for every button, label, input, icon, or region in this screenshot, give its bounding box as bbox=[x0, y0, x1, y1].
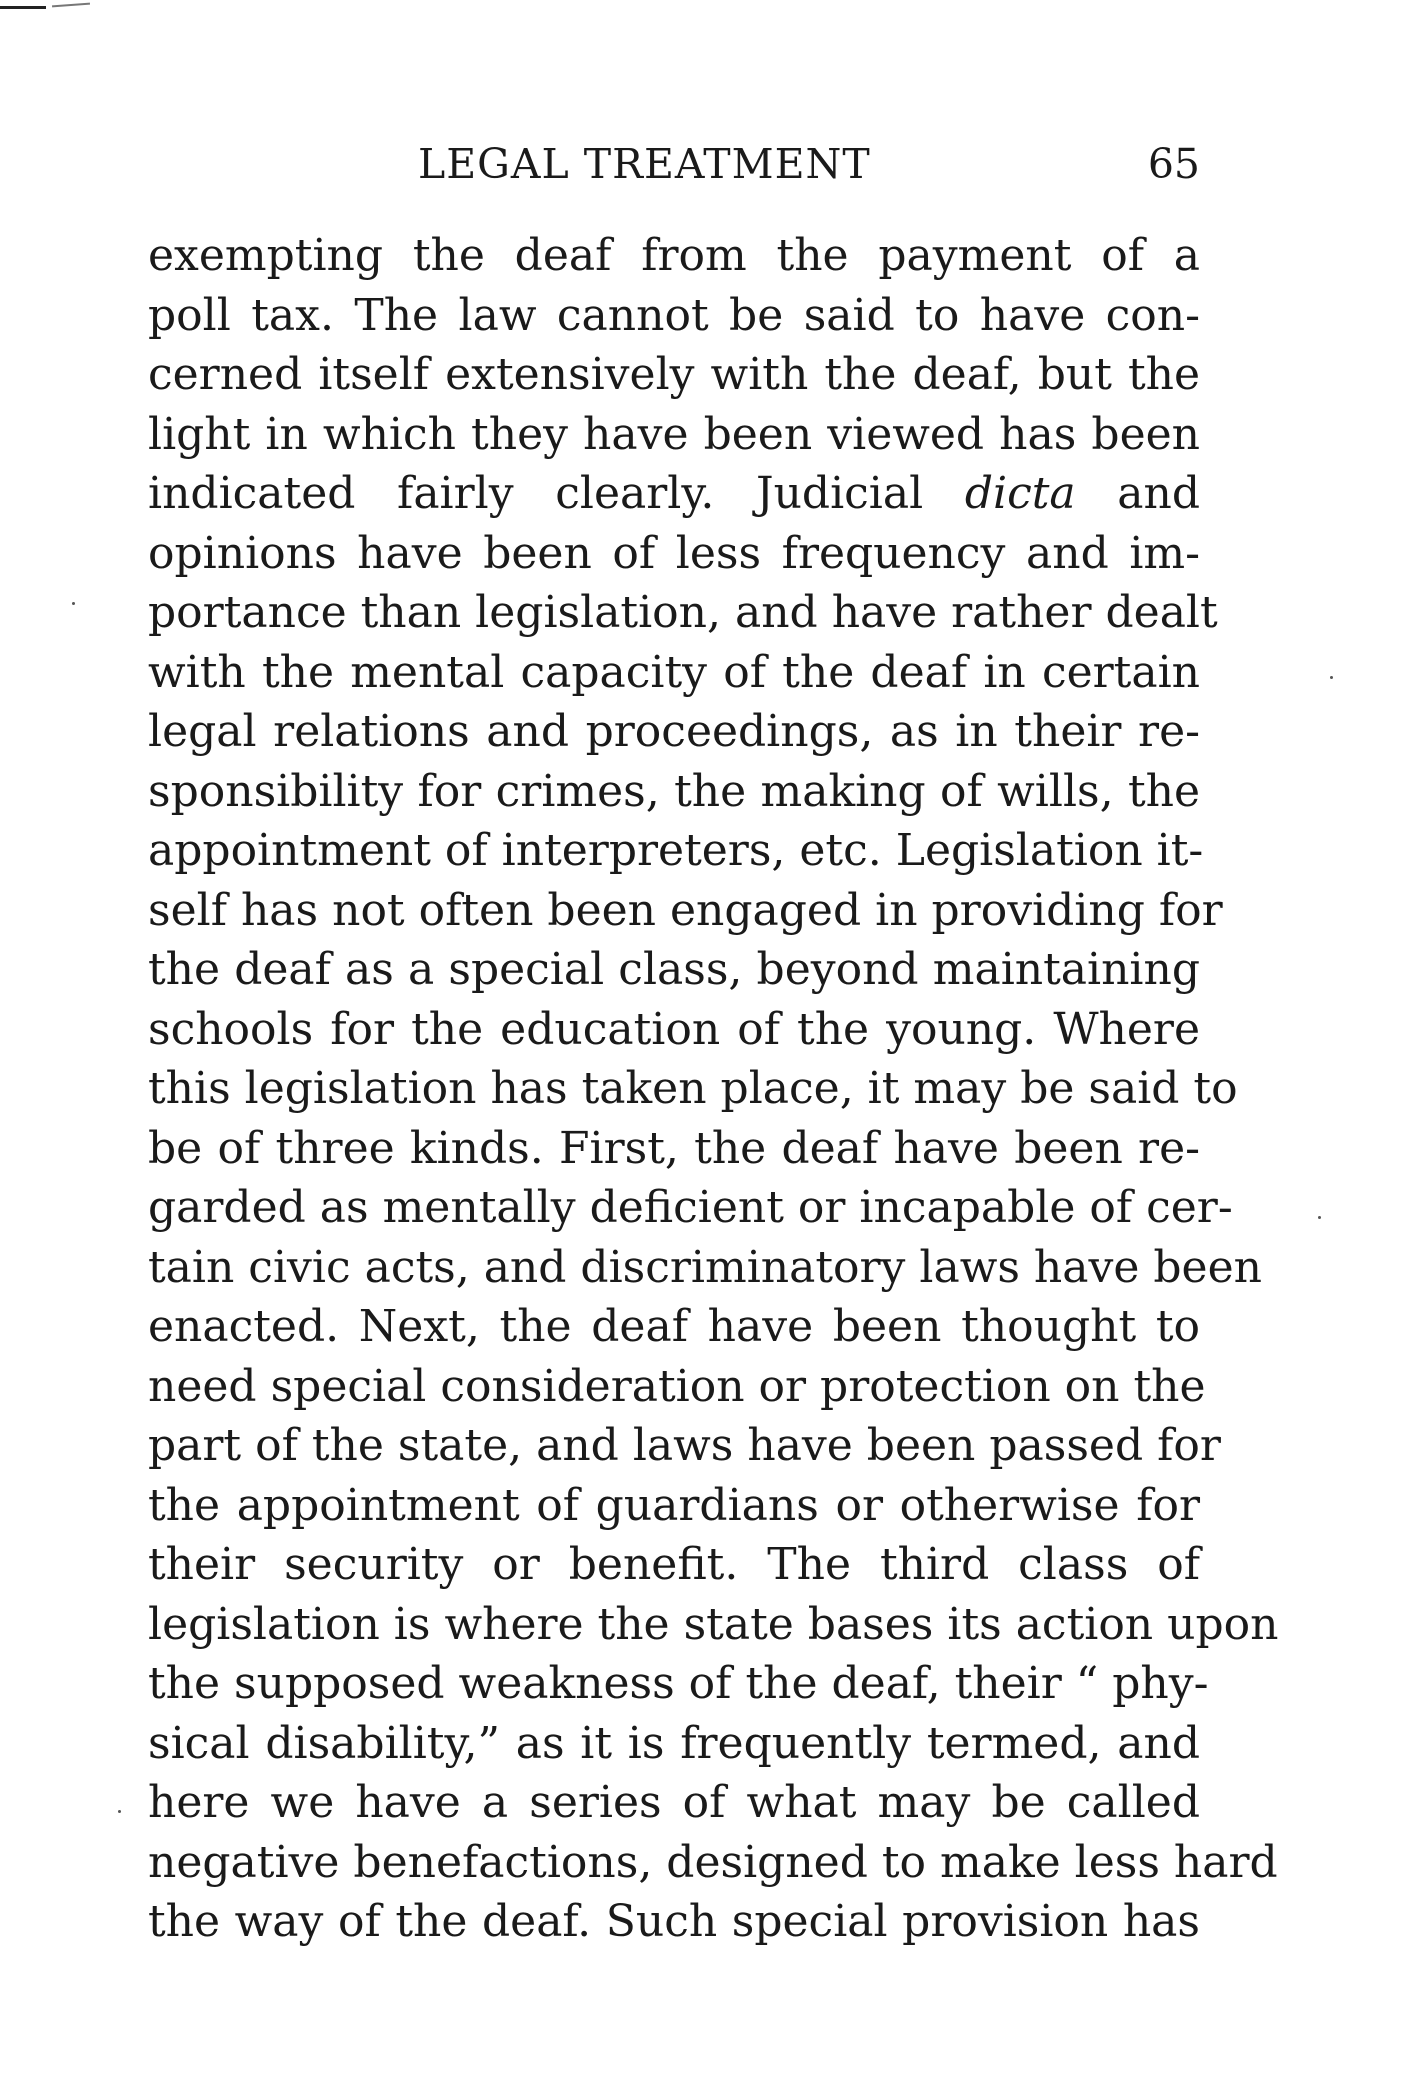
text-line: be of three kinds. First, the deaf have been re- bbox=[148, 1122, 1200, 1174]
body-text bbox=[148, 226, 1279, 2010]
text-line: enacted. Next, the deaf have been thought to bbox=[148, 1301, 1200, 1352]
text-line: self has not often been engaged in providing for bbox=[148, 884, 1223, 936]
text-line: light in which they have been viewed has been bbox=[148, 408, 1200, 460]
text-line: cerned itself extensively with the deaf, but the bbox=[148, 349, 1200, 400]
text-line: schools for the education of the young. Where bbox=[148, 1003, 1200, 1055]
text-line: part of the state, and laws have been passed for bbox=[148, 1420, 1221, 1471]
text-line: the way of the deaf. Such special provision has bbox=[148, 1896, 1200, 1947]
text-line: portance than legislation, and have rather dealt bbox=[148, 587, 1218, 638]
text-line: with the mental capacity of the deaf in certain bbox=[148, 646, 1200, 698]
text-line: tain civic acts, and discriminatory laws have been bbox=[148, 1241, 1262, 1293]
running-head bbox=[148, 140, 1200, 190]
scan-speck bbox=[118, 1810, 121, 1813]
scan-speck bbox=[72, 602, 75, 605]
text-line: opinions have been of less frequency and im- bbox=[148, 527, 1200, 579]
scan-artifact-mark bbox=[0, 6, 46, 9]
text-segment: and bbox=[1075, 468, 1200, 519]
text-line: garded as mentally deficient or incapable of cer- bbox=[148, 1182, 1233, 1233]
scan-artifact-mark-tail bbox=[52, 3, 90, 8]
text-line: poll tax. The law cannot be said to have con- bbox=[148, 289, 1200, 341]
text-line: negative benefactions, designed to make less hard bbox=[148, 1836, 1278, 1888]
text-line: sical disability,” as it is frequently termed, and bbox=[148, 1717, 1200, 1769]
text-line: this legislation has taken place, it may be said to bbox=[148, 1063, 1238, 1114]
text-line: legislation is where the state bases its action upon bbox=[148, 1598, 1279, 1650]
text-line: need special consideration or protection on the bbox=[148, 1360, 1206, 1412]
text-line: the deaf as a special class, beyond maintaining bbox=[148, 944, 1200, 995]
text-line: exempting the deaf from the payment of a bbox=[148, 230, 1200, 281]
text-line: here we have a series of what may be called bbox=[148, 1777, 1200, 1828]
scan-speck bbox=[1330, 676, 1333, 679]
text-line: the appointment of guardians or otherwise for bbox=[148, 1479, 1200, 1531]
text-line: legal relations and proceedings, as in their re- bbox=[148, 706, 1200, 757]
text-segment: indicated fairly clearly. Judicial bbox=[148, 468, 965, 519]
text-line: sponsibility for crimes, the making of wills, the bbox=[148, 765, 1200, 817]
running-head-title: LEGAL TREATMENT bbox=[418, 140, 871, 188]
italic-term: dicta bbox=[964, 468, 1076, 519]
text-line: the supposed weakness of the deaf, their “ phy- bbox=[148, 1658, 1209, 1709]
text-line: their security or benefit. The third class of bbox=[148, 1539, 1200, 1590]
page-number: 65 bbox=[1147, 140, 1200, 188]
scan-speck bbox=[1318, 1216, 1321, 1219]
text-line: appointment of interpreters, etc. Legislation it- bbox=[148, 825, 1204, 876]
text-line bbox=[148, 464, 1200, 524]
